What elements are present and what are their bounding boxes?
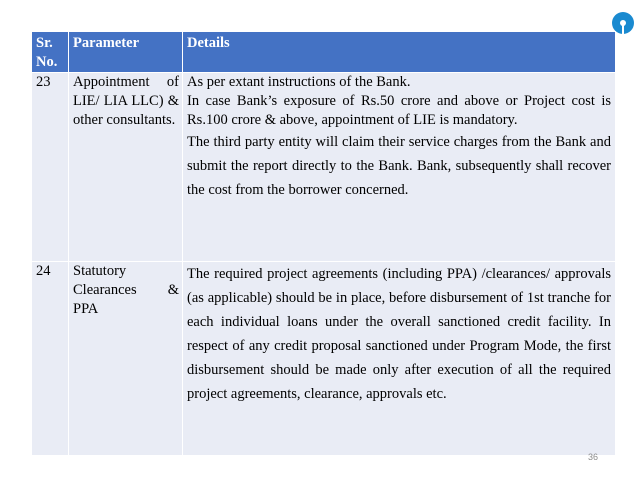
details-paragraph: The third party entity will claim their service charges from the Bank and submit the report directly to the Bank. Bank, subsequently shall recover the cost from the borrower concerned. <box>187 134 611 198</box>
details-paragraph: As per extant instructions of the Bank. <box>187 74 411 90</box>
row-parameter: Statutory Clearances & PPA <box>69 262 183 456</box>
row-sr-no: 24 <box>32 262 69 456</box>
row-details <box>183 73 616 262</box>
content-table <box>31 31 616 456</box>
row-details <box>183 262 616 456</box>
table-header-row <box>32 32 616 73</box>
row-parameter: Appointment of LIE/ LIA LLC) & other consultants. <box>69 73 183 262</box>
row-sr-no: 23 <box>32 73 69 262</box>
table-row <box>32 262 616 456</box>
header-details: Details <box>183 32 616 73</box>
slide-number: 36 <box>588 452 599 462</box>
header-sr-no: Sr. No. <box>32 32 69 73</box>
table-row <box>32 73 616 262</box>
details-paragraph: The required project agreements (including PPA) /clearances/ approvals (as applicable) should be in place, before disbursement of 1st tranche for each individual loans under the overall sanctioned credit facility. In respect of any credit proposal sanctioned under Program Mode, the first disbursement should be made only after execution of all the required project agreements, clearance, approvals etc. <box>187 266 611 402</box>
details-paragraph: In case Bank’s exposure of Rs.50 crore and above or Project cost is Rs.100 crore & above, appointment of LIE is mandatory. <box>187 93 611 128</box>
header-parameter: Parameter <box>69 32 183 73</box>
